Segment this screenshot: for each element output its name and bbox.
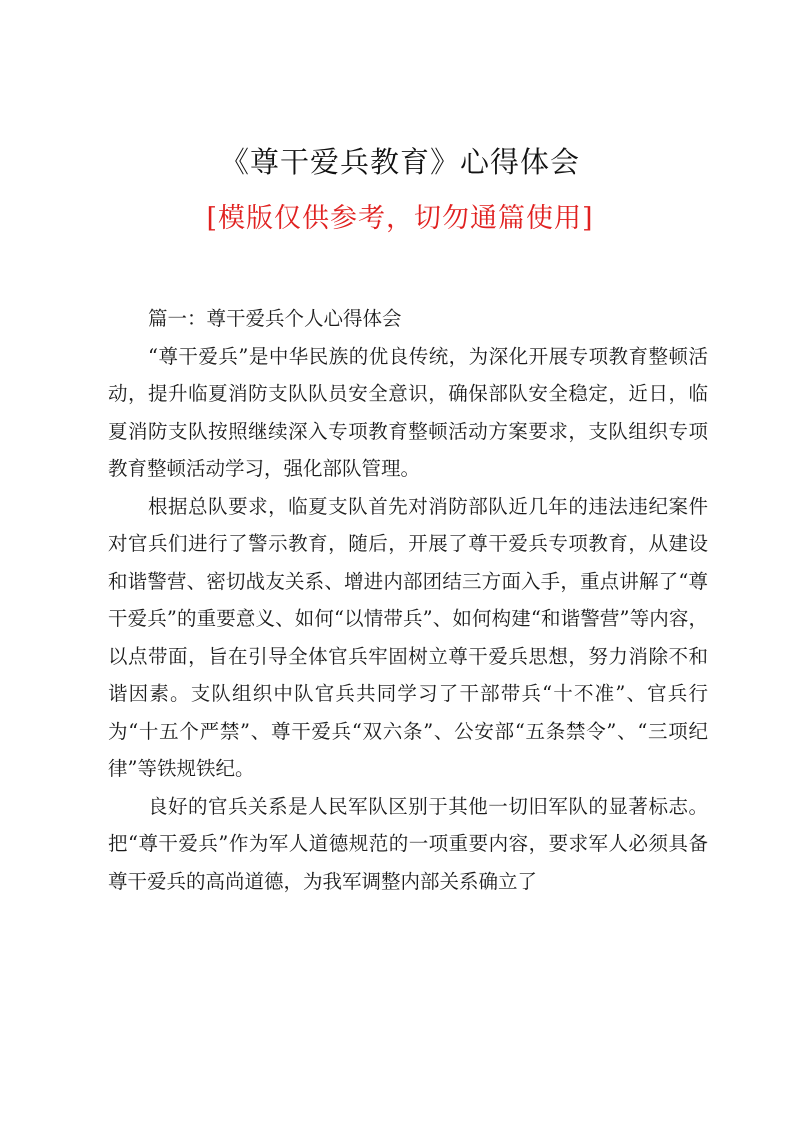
paragraph-3: 良好的官兵关系是人民军队区别于其他一切旧军队的显著标志。把“尊干爱兵”作为军人道德规范的一项重要内容，要求军人必须具备尊干爱兵的高尚道德，为我军调整内部关系确立了 bbox=[108, 794, 708, 893]
paragraph-2: 根据总队要求，临夏支队首先对消防部队近几年的违法违纪案件对官兵们进行了警示教育，随后，开展了尊干爱兵专项教育，从建设和谐警营、密切战友关系、增进内部团结三方面入手，重点讲解了“尊干爱兵”的重要意义、如何“以情带兵”、如何构建“和谐警营”等内容，以点带面，旨在引导全体官兵牢固树立尊干爱兵思想，努力消除不和谐因素。支队组织中队官兵共同学习了干部带兵“十不准”、官兵行为“十五个严禁”、尊干爱兵“双六条”、公安部“五条禁令”、“三项纪律”等铁规铁纪。 bbox=[108, 494, 708, 780]
document-body bbox=[108, 300, 708, 900]
document-title: 《尊干爱兵教育》心得体会 bbox=[219, 145, 580, 179]
template-disclaimer: [模版仅供参考，切勿通篇使用] bbox=[206, 203, 594, 234]
paragraph-1: “尊干爱兵”是中华民族的优良传统，为深化开展专项教育整顿活动，提升临夏消防支队队员安全意识，确保部队安全稳定，近日，临夏消防支队按照继续深入专项教育整顿活动方案要求，支队组织专项教育整顿活动学习，强化部队管理。 bbox=[108, 344, 708, 480]
section-heading: 篇一：尊干爱兵个人心得体会 bbox=[148, 307, 402, 330]
